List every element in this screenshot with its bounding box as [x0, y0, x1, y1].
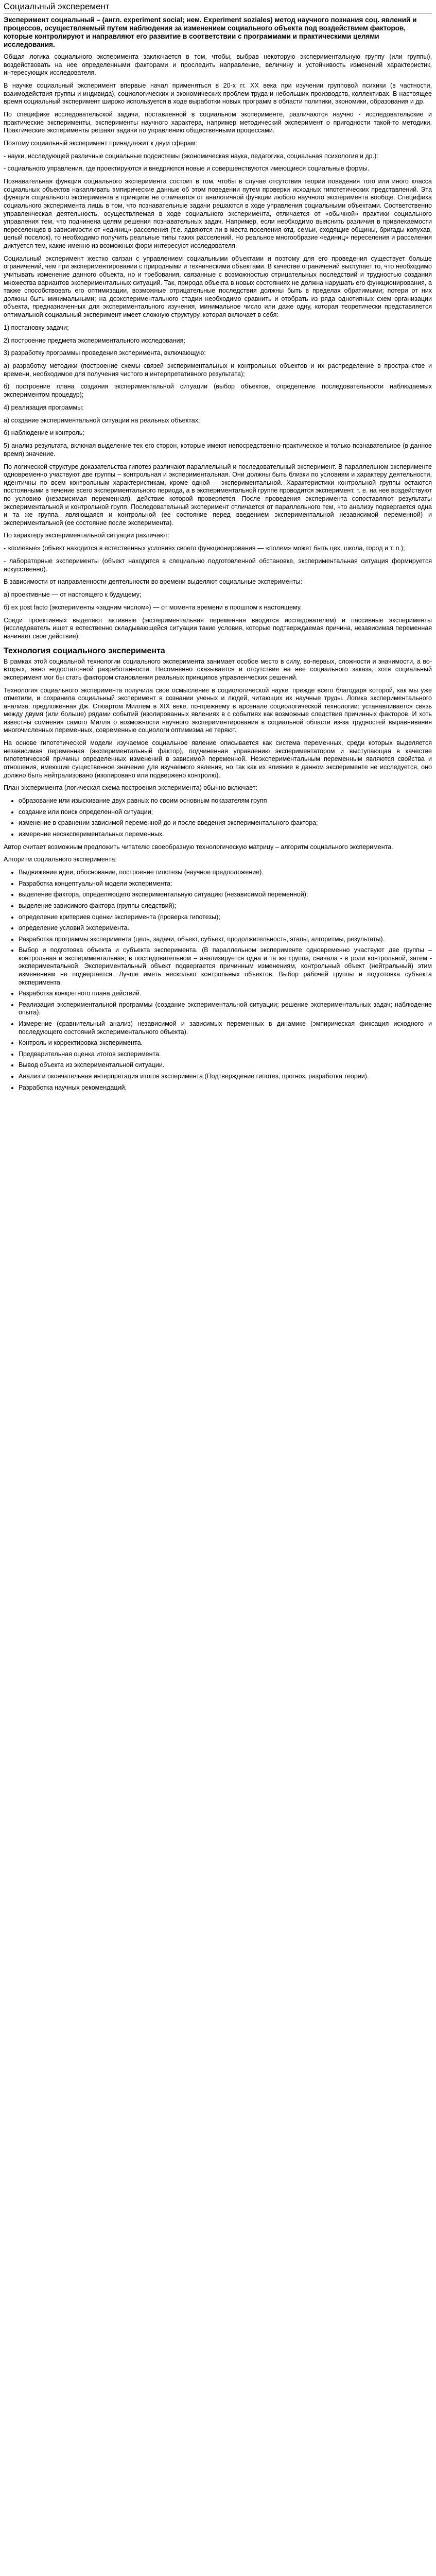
list-item: • Контроль и корректировка эксперимента. [19, 1039, 432, 1047]
paragraph: 4) реализация программы: [4, 403, 84, 411]
paragraph: Среди проективных выделяют активные (экспериментальная переменная вводится исследователем) и пассивные эксперименты (исследователь ищет в естественно складывающейся ситуации такие условия, которые подтверждаемая причина, независимая переменная начинает свое действие). [4, 616, 432, 640]
paragraph: б) наблюдение и контроль; [4, 429, 84, 437]
experiment-plan-list [4, 797, 432, 838]
paragraph: По логической структуре доказательства гипотез различают параллельный и последовательный эксперимент. В параллельном эксперименте одновременно участвуют две группы – контрольная и экспериментальная. Они должны быть близки по условиям и характеру деятельности, идентичны по всем контрольным характеристикам, кроме одной – экспериментальной. Характеристики контрольной группы остаются постоянными в течение всего экспериментального периода, а в экспериментальной группе проводится эксперимент, т. е. на нее воздействуют по условию (независимая переменная), действие которой проверяется. После проведения эксперимента сопоставляют результаты экспериментальной и контрольной групп. Последовательный эксперимент отличается от параллельного тем, что анализу подвергается одна и та же группа, являющаяся и контрольной (ее состояние перед введением экспериментальной независимой переменной) и экспериментальной (ее состояние после эксперимента). [4, 463, 432, 527]
paragraph: Автор считает возможным предложить читателю своеобразную технологическую матрицу – алгоритм социального эксперимента. [4, 843, 393, 851]
list-item: • образование или изыскивание двух равных по своим основным показателям групп [19, 797, 432, 805]
paragraph: - науки, исследующей различные социальные подсистемы (экономическая наука, педагогика, социальная психология и др.): [4, 152, 378, 160]
paragraph: Поэтому социальный эксперимент принадлежит к двум сферам: [4, 139, 197, 147]
list-item: • Предварительная оценка итогов эксперимента. [19, 1050, 432, 1059]
paragraph: План эксперимента (логическая схема построения эксперимента) обычно включает: [4, 784, 257, 792]
paragraph: Познавательная функция социального эксперимента состоит в том, чтобы в случае отсутствия теории поведения того или иного класса социальных объектов накапливать эмпирические данные об этом поведении путем проверки исходных гипотетических представлений. Эта функция социального эксперимента в принципе не отличается от аналогичной функции любого научного эксперимента вообще. Специфика социального эксперимента лишь в том, что познавательные задачи решаются в ходе управления социальными объектами. Соответственно управленческая деятельность, осуществляемая в ходе социального эксперимента, отличается от «обычной» практики социального управления тем, что подчинена целям решения познавательных задач. Например, если необходимо выяснить различия в привлекаемости переселенцев в зависимости от «единиц» расселения (т.е. ядвяются ли в места поселения отд. семьи, сходящие общины, бригады копухав, целый поселок), то необходимо получить реальные типы таких расселений. Но реальное многообразие «единиц» переселения и расселения диктуется тем, какие именно из возможных форм интересуют исследователя. [4, 178, 432, 249]
paragraph: а) разработку методики (построение схемы связей экспериментальных и контрольных объектов и их распределение в пространстве и времени, необходимое для получения чистого и интерпретативного результата); [4, 362, 432, 378]
list-item: • Вывод объекта из экспериментальной ситуации. [19, 1061, 432, 1070]
page-title: Социальный эксперемент [4, 2, 432, 14]
paragraph: Технология социального эксперимента получила свое осмысление в социологической науке, прежде всего благодаря которой, как мы уже отметили, и сохранила социальный эксперимент в сознании ученых и людей, читающих их научные труды. Логика экспериментального анализа, предложенная Дж. Стюартом Миллем в XIX веке, по-прежнему в арсенале социологической технологии: устанавливается связь между двумя (или больше) рядами событий (изолированных явлениях в с событиях как возможные следствия причинных факторов. И хоть известны сомнения самого Милля о возможности научного экспериментирования в социальной области из-за трудностей выравнивания многочисленных переменных, современные социологи оптимизма не теряют. [4, 686, 432, 734]
paragraph: а) проективные — от настоящего к будущему; [4, 591, 142, 599]
paragraph: - социального управления, где проектируются и внедряются новые и совершенствуются имеющиеся социальные формы. [4, 165, 370, 173]
list-item: • Разработка программы эксперимента (цель, задачи, объект, субъект, продолжительность, этапы, алгоритмы, результаты). [19, 936, 432, 944]
lead-definition: Эксперимент социальный – (англ. experiment social; нем. Experiment soziales) метод научного познания соц. явлений и процессов, осуществляемый путем наблюдения за изменением социального объекта под воздействием факторов, которые контролируют и направляют его развитие в соответствии с программами и практическими целями исследования. [4, 16, 417, 48]
paragraph: По характеру экспериментальной ситуации различают: [4, 532, 170, 539]
article-algorithm-intro-block [4, 843, 432, 864]
list-item: • определение условий эксперимента. [19, 924, 432, 933]
list-item: • Выбор и подготовка объекта и субъекта эксперимента. (В параллельном эксперименте одновременно участвуют две группы – контрольная и экспериментальная; в последовательном – анализируется одна и та же группа, сначала - в роли контрольной, затем - экспериментальной. Экспериментальный объект подвергается причинным изменениям, контрольный объект (нейтральный) этим изменениям не подвергается. Лучше иметь несколько контрольных объектов. Выбор рабочей группы и подготовка субъекта эксперимента. [19, 946, 432, 987]
algorithm-steps-list [4, 869, 432, 1092]
list-item: • определение критериев оценки эксперимента (проверка гипотезы); [19, 913, 432, 922]
paragraph: По специфике исследовательской задачи, поставленной в социальном эксперименте, различаются научно - исследовательские и практические эксперименты, эксперименты научного характера, например методический эксперимент о пригодности такой-то методики. Практические эксперименты решают задачи по управлению общественными процессами. [4, 110, 432, 134]
list-item: • Реализация экспериментальной программы (создание экспериментальной ситуации; решение экспериментальных задач; наблюдение опыта). [19, 1001, 432, 1017]
article-technology-block [4, 658, 432, 792]
paragraph: В зависимости от направленности деятельности во времени выделяют социальные эксперименты: [4, 578, 303, 586]
list-item: • Разработка конкретного плана действий. [19, 990, 432, 998]
list-item: • выделение зависимого фактора (группы следствий); [19, 902, 432, 910]
paragraph: 5) анализ результата, включая выделение тех его сторон, которые имеют непосредственно-практическое и только познавательное (в данное время) значение. [4, 442, 432, 457]
paragraph: а) создание экспериментальной ситуации на реальных объектах; [4, 416, 200, 424]
list-item: • выделение фактора, определяющего экспериментальную ситуацию (независимой переменной); [19, 891, 432, 899]
paragraph: б) ex post facto (эксперименты «задним числом») — от момента времени в прошлом к настоящему. [4, 603, 302, 611]
list-item: • Разработка научных рекомендаций. [19, 1084, 432, 1092]
paragraph: б) построение плана создания экспериментальной ситуации (выбор объектов, определение последовательности наблюдаемых экспериментом процедур); [4, 383, 432, 399]
paragraph: На основе гипотетической модели изучаемое социальное явление описывается как система переменных, среди которых выделяется независимая переменная (экспериментальный фактор), подчиненная управлению экспериментатором и выступающая в качестве гипотетической причины определенных изменений в зависимой переменной. Неэкспериментальным переменным являются свойства и отношения, имеющие существенное значение для изучаемого явления, но так как их влияние в данном эксперименте не исследуется, оно должно быть нейтрализовано (изолировано или подвержено контролю). [4, 739, 432, 779]
list-item: • Выдвижение идеи, обоснование, построение гипотезы (научное предположение). [19, 869, 432, 877]
paragraph: Алгоритм социального эксперимента: [4, 856, 117, 863]
paragraph: - лабораторные эксперименты (объект находится в специально подготовленной обстановке, экспериментальная ситуация формируется искусственно). [4, 557, 432, 573]
list-item: • создание или поиск определенной ситуации; [19, 808, 432, 817]
article-intro-block [4, 53, 432, 641]
paragraph: 1) постановку задачи; [4, 324, 69, 331]
section-title-technology: Технология социального эксперимента [4, 646, 165, 655]
paragraph: 2) построение предмета экспериментального исследования; [4, 336, 185, 344]
list-item: • изменение в сравнении зависимой переменной до и после введения экспериментального фактора; [19, 819, 432, 827]
list-item: • Анализ и окончательная интерпретация итогов эксперимента (Подтверждение гипотез, прогноз, разработка теории). [19, 1073, 432, 1081]
list-item: • Разработка концептуальной модели эксперимента: [19, 880, 432, 888]
list-item: • измерение несэкспериментальных переменных. [19, 831, 432, 839]
paragraph: В научке социальный эксперимент впервые начал применяться в 20-х гг. XX века при изучении групповой психики (в частности, взаимодействия группы и индивида), социологических и экономических проблем труда и небольших производств, коллективах. В настоящее время социальный эксперимент широко используется в ходе выработки новых программ в области политики, экономики, образования и др. [4, 81, 432, 106]
paragraph: - «полевые» (объект находится в естественных условиях своего функционирования — «полем» может быть цех, школа, город и т. п.); [4, 545, 405, 552]
paragraph: В рамках этой социальной технологии социального эксперимента занимает особое место в силу, во-первых, сложности и значимости, а во-вторых, явно недостаточной разработанности. Несомненно оказывается и отсутствие на нее социального заказа, хотя социальный эксперимент мог бы стать фактором становления реальных принципов управленческих решений. [4, 657, 432, 681]
page [0, 0, 436, 1096]
paragraph: Общая логика социального эксперимента заключается в том, чтобы, выбрав некоторую экспериментальную группу (или группы), воздействовать на нее определенными факторами и проследить направление, величину и устойчивость изменений характеристик, интересующих исследователя. [4, 53, 432, 77]
paragraph: 3) разработку программы проведения эксперимента, включающую: [4, 349, 206, 357]
paragraph: Социальный эксперимент жестко связан с управлением социальными объектами и поэтому для его проведения существует больше ограничений, чем при экспериментировании с природными и техническими объектами. В качестве ограничений выступает то, что необходимо учитывать изменение данного объекта, но и требования, связанные с возможностью отрицательных последствий и трудностью создания множества вариантов экспериментальных ситуаций. Так, природа объекта в новых состояниях не должна нарушать его функционирования, а также способствовать его оптимизации, возможные отрицательные последствия должны быть в пределах обратимыми; потери от них должны быть минимальными; на доэкспериментального стадии необходимо сравнить и отобрать из ряда однотипных схем организации объекта, предназначенных для экспериментального изучения, минимальное число или даже одну, которая теоретически представляется оптимальной социальный эксперимент имеет сложную структуру, которая включает в себя: [4, 255, 432, 318]
list-item: • Измерение (сравнительный анализ) независимой и зависимых переменных в динамике (эмпирическая фиксация исходного и последующего состояний экспериментального объекта). [19, 1020, 432, 1036]
